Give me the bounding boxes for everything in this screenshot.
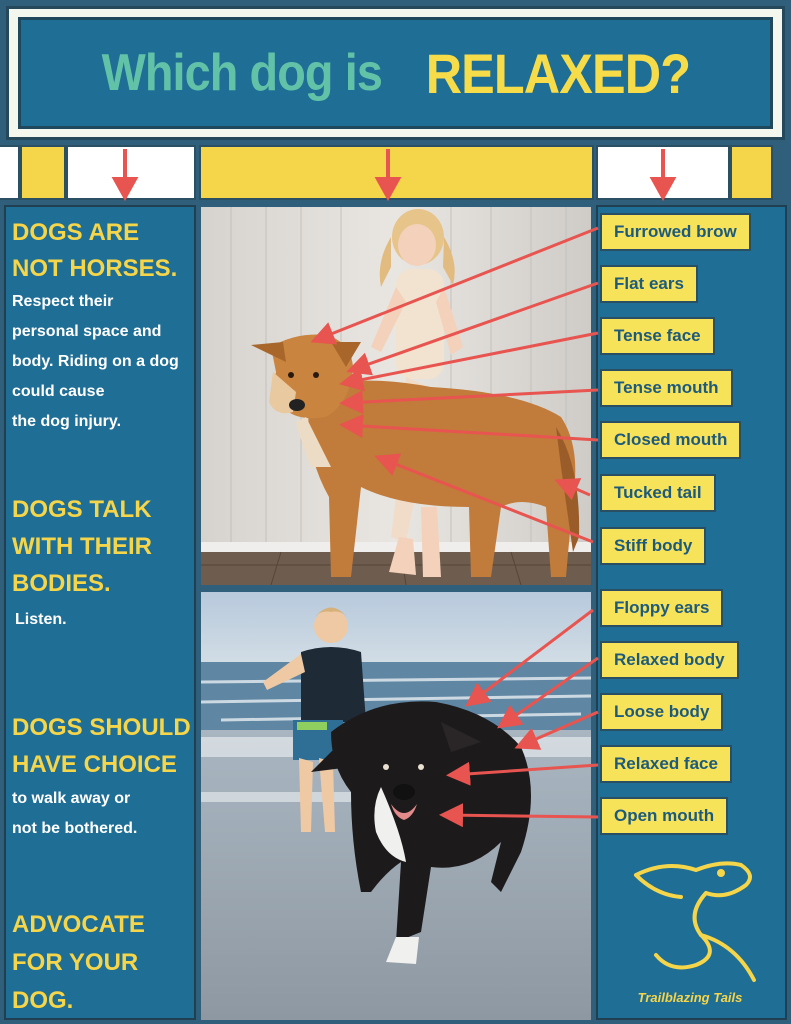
section2-heading-line3: BODIES.: [12, 570, 111, 597]
section4-heading-line3: DOG.: [12, 987, 74, 1014]
label-furrowed-brow: Furrowed brow: [600, 213, 751, 251]
label-relaxed-body: Relaxed body: [600, 641, 739, 679]
section1-body-line4: could cause: [12, 383, 105, 400]
label-tense-mouth: Tense mouth: [600, 369, 733, 407]
label-loose-body: Loose body: [600, 693, 723, 731]
section3-body-line1: to walk away or: [12, 790, 131, 807]
label-tense-face: Tense face: [600, 317, 715, 355]
section1-body-line3: body. Riding on a dog: [12, 353, 179, 370]
section1-body-line1: Respect their: [12, 293, 114, 310]
label-tucked-tail: Tucked tail: [600, 474, 716, 512]
arrow-furrowed-brow: [316, 228, 598, 340]
section1-heading-line2: NOT HORSES.: [12, 255, 178, 282]
arrow-closed-mouth: [345, 425, 598, 440]
label-closed-mouth: Closed mouth: [600, 421, 741, 459]
section2-heading-line2: WITH THEIR: [12, 533, 152, 560]
brand-name: Trailblazing Tails: [637, 990, 743, 1005]
arrow-open-mouth: [445, 815, 598, 817]
section3-body-line2: not be bothered.: [12, 820, 138, 837]
arrow-tucked-tail: [560, 482, 590, 495]
section3-heading-line1: DOGS SHOULD: [12, 714, 191, 741]
label-open-mouth: Open mouth: [600, 797, 728, 835]
arrow-relaxed-face: [452, 765, 598, 775]
title-part1: Which dog is: [101, 44, 382, 102]
title-part2: RELAXED?: [426, 41, 691, 105]
arrow-stiff-body: [380, 458, 593, 542]
section1-heading-line1: DOGS ARE: [12, 219, 140, 246]
label-relaxed-face: Relaxed face: [600, 745, 732, 783]
section3-heading-line2: HAVE CHOICE: [12, 751, 177, 778]
section4-heading-line1: ADVOCATE: [12, 911, 145, 938]
arrow-loose-body: [520, 712, 598, 746]
section1-body-line5: the dog injury.: [12, 413, 122, 430]
label-floppy-ears: Floppy ears: [600, 589, 723, 627]
arrow-tense-mouth: [345, 390, 598, 403]
dog-silhouette-logo-icon: [626, 855, 766, 985]
label-flat-ears: Flat ears: [600, 265, 698, 303]
section1-body-line2: personal space and: [12, 323, 162, 340]
section2-body: Listen.: [15, 611, 67, 628]
section2-heading-line1: DOGS TALK: [12, 496, 152, 523]
arrow-floppy-ears: [470, 610, 593, 703]
section4-heading-line2: FOR YOUR: [12, 949, 139, 976]
label-stiff-body: Stiff body: [600, 527, 706, 565]
